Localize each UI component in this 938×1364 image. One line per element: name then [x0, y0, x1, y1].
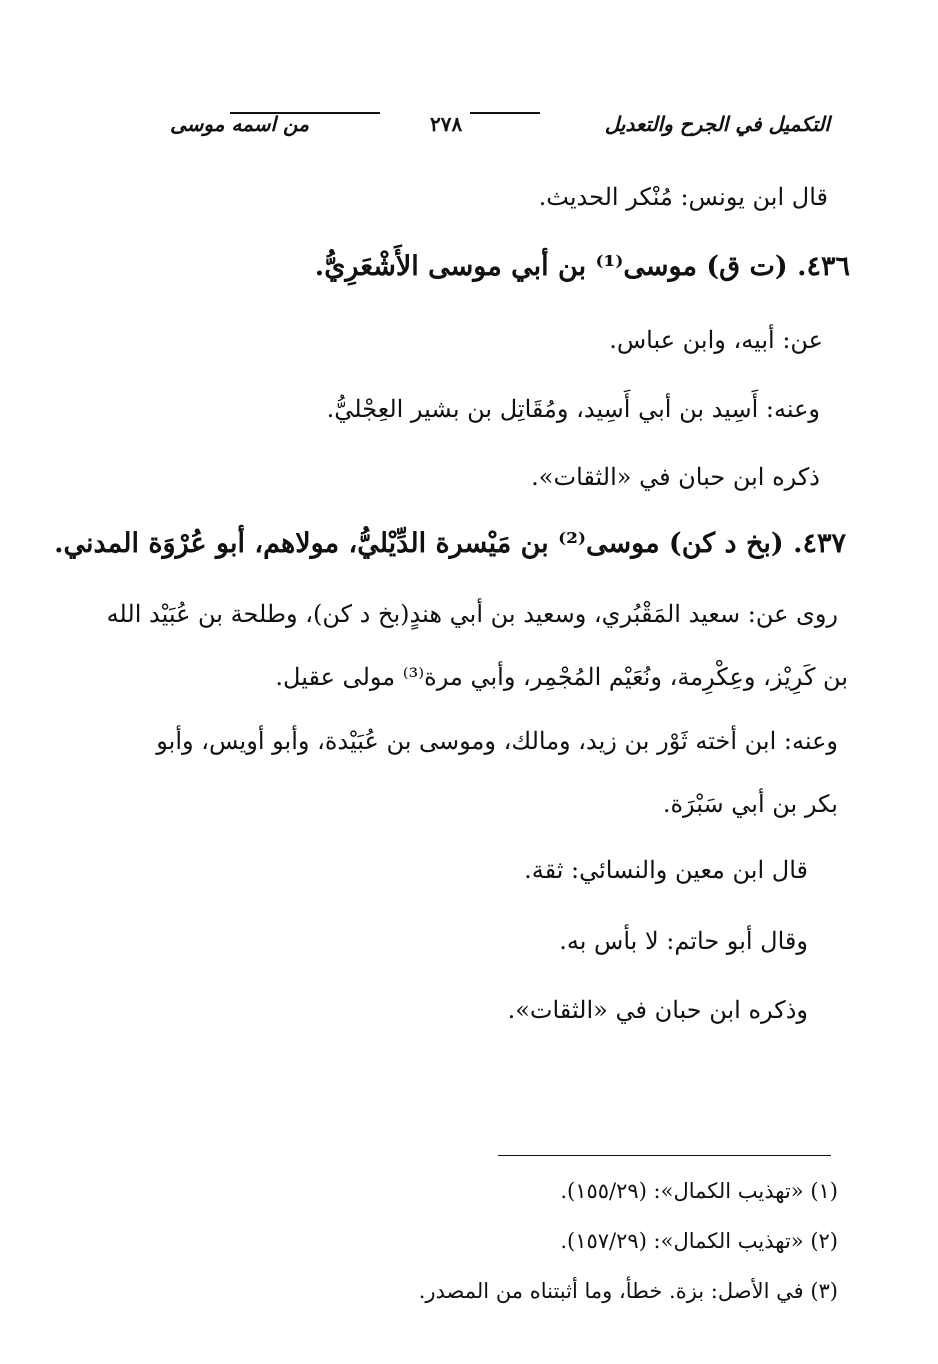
entry-thiqat: ذكره ابن حبان في «الثقات».: [531, 463, 820, 491]
entry-name: (ت ق) موسى⁽¹⁾ بن أبي موسى الأَشْعَرِيُّ.: [314, 251, 788, 282]
entry-students: وعنه: أَسِيد بن أبي أَسِيد، ومُقَاتِل بن بشير العِجْليُّ.: [326, 395, 820, 423]
entry-students: وعنه: ابن أخته ثَوْر بن زيد، ومالك، وموسى بن عُبَيْدة، وأبو أويس، وأبو: [156, 727, 838, 755]
entry-name: (بخ د كن) موسى⁽²⁾ بن مَيْسرة الدِّيْليُّ، مولاهم، أبو عُرْوَة المدني.: [54, 528, 784, 559]
footnote-separator: [498, 1155, 831, 1156]
text-line: قال ابن يونس: مُنْكر الحديث.: [538, 183, 828, 211]
entry-grading: وقال أبو حاتم: لا بأس به.: [559, 927, 808, 955]
entry-grading: قال ابن معين والنسائي: ثقة.: [524, 856, 808, 884]
entry-number: ٤٣٧.: [793, 528, 846, 559]
entry-teachers: روى عن: سعيد المَقْبُري، وسعيد بن أبي هندٍ(بخ د كن)، وطلحة بن عُبَيْد الله: [106, 600, 838, 628]
entry-thiqat: وذكره ابن حبان في «الثقات».: [507, 996, 808, 1024]
footnote-2: (٢) «تهذيب الكمال»: (١٥٧/٢٩).: [560, 1229, 838, 1253]
book-title: التكميل في الجرح والتعديل: [604, 112, 830, 136]
footnote-1: (١) «تهذيب الكمال»: (١٥٥/٢٩).: [560, 1179, 838, 1203]
section-title: من اسمه موسى: [170, 112, 309, 136]
entry-teachers: عن: أبيه، وابن عباس.: [609, 326, 823, 354]
entry-teachers: بن كَرِيْز، وعِكْرِمة، ونُعَيْم المُجْمِر، وأبي مرة⁽³⁾ مولى عقيل.: [275, 663, 848, 691]
entry-number: ٤٣٦.: [797, 251, 850, 282]
page-number: ٢٧٨: [430, 112, 463, 136]
entry-heading-436: [315, 250, 850, 284]
footnote-3: (٣) في الأصل: بزة. خطأ، وما أثبتناه من المصدر.: [418, 1279, 838, 1303]
entry-heading-437: [54, 527, 846, 561]
running-header: [170, 112, 830, 142]
header-rule: [470, 112, 540, 114]
entry-students: بكر بن أبي سَبْرَة.: [662, 790, 838, 818]
